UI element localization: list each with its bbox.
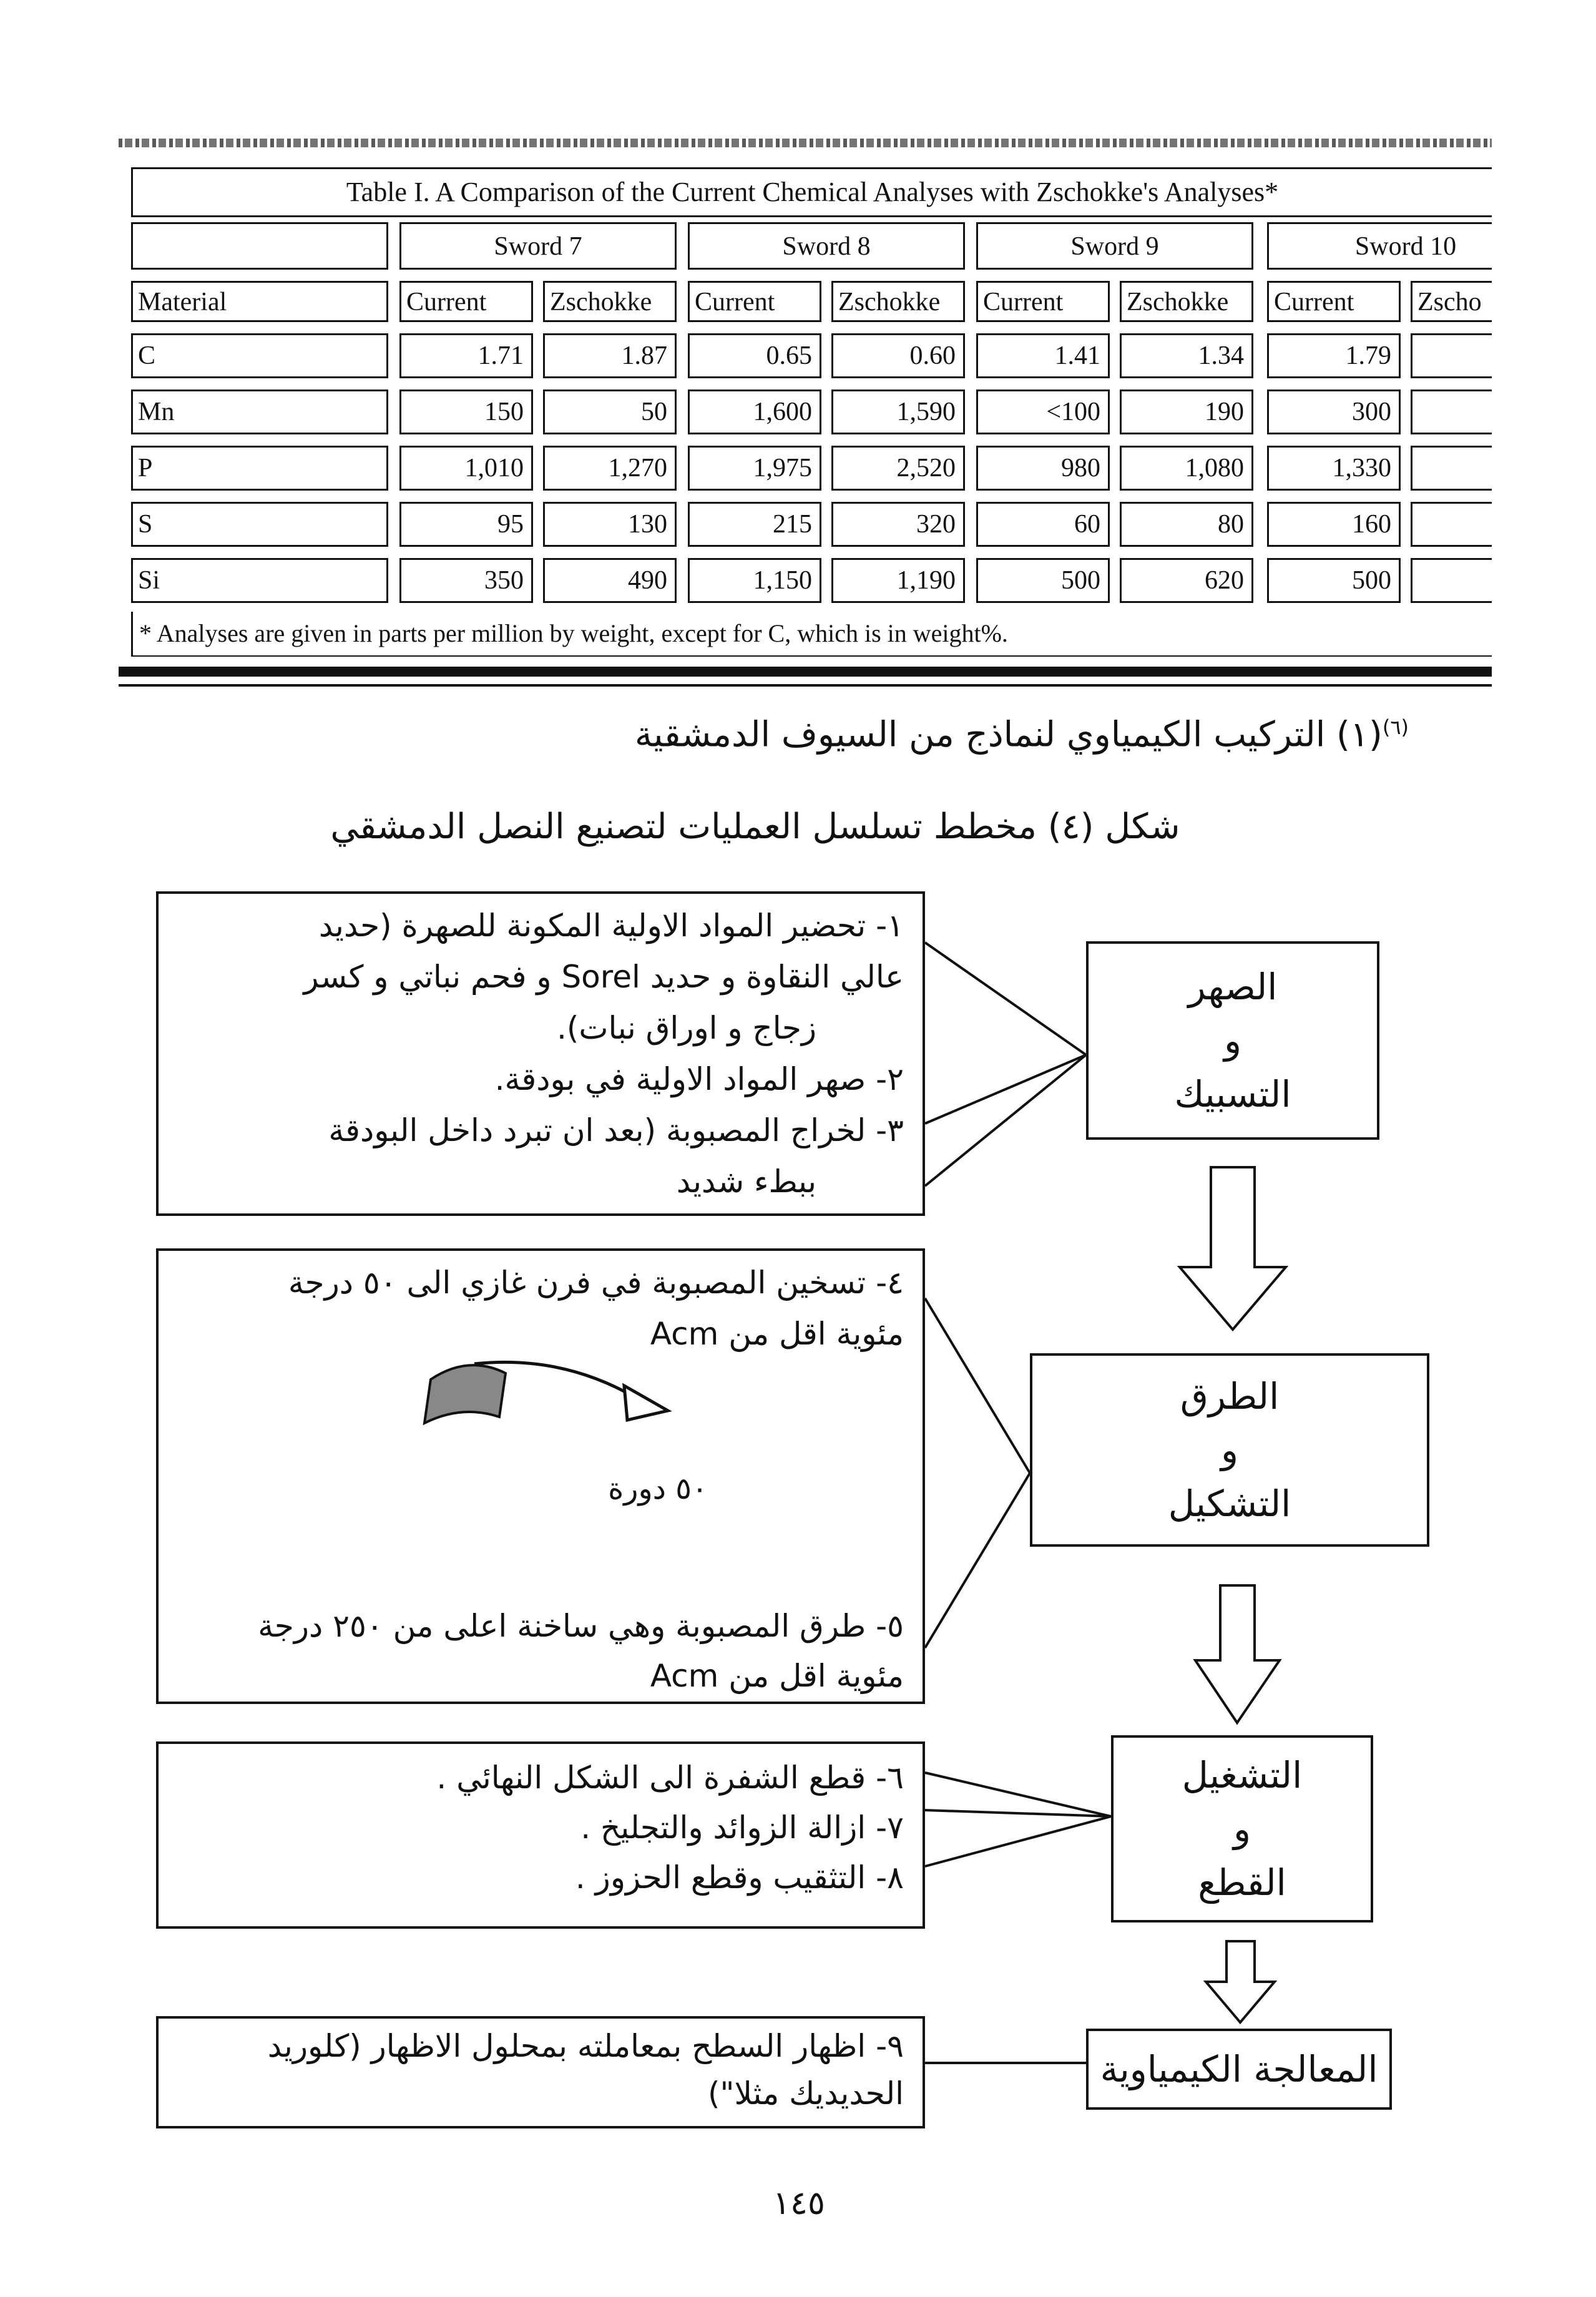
value-cell: 500 bbox=[976, 558, 1110, 603]
col-zschokke: Zschokke bbox=[831, 281, 965, 322]
group-header-sword-8: Sword 8 bbox=[688, 222, 965, 270]
group-header-sword-7: Sword 7 bbox=[399, 222, 677, 270]
step-line: ١- تحضير المواد الاولية المكونة للصهرة (حديد bbox=[318, 908, 904, 944]
step-line: عالي النقاوة و حديد Sorel و فحم نباتي و كسر bbox=[303, 959, 904, 995]
value-cell: 1,010 bbox=[399, 446, 533, 491]
value-cell: 500 bbox=[1267, 558, 1401, 603]
caption-reference: (٦) bbox=[1382, 715, 1409, 739]
connector-line bbox=[925, 1816, 1111, 1866]
stage-box-chemical-treatment bbox=[1086, 2029, 1392, 2110]
down-arrow-icon bbox=[1195, 1585, 1280, 1723]
step-line: زجاج و اوراق نبات). bbox=[557, 1010, 816, 1046]
stage-label: و bbox=[1224, 1019, 1242, 1062]
stage-label: الصهر bbox=[1188, 966, 1278, 1008]
table-title: Table I. A Comparison of the Current Chemical Analyses with Zschokke's Analyses* bbox=[131, 167, 1492, 217]
value-cell: 1,590 bbox=[831, 389, 965, 434]
element-label: C bbox=[131, 333, 388, 378]
value-cell: 95 bbox=[399, 502, 533, 547]
value-cell: 1,270 bbox=[543, 446, 677, 491]
group-header-sword-10: Sword 10 bbox=[1267, 222, 1492, 270]
stage-label: التسبيك bbox=[1174, 1073, 1291, 1115]
step-box-3 bbox=[156, 1741, 925, 1929]
step-line: ٢- صهر المواد الاولية في بودقة. bbox=[494, 1061, 904, 1097]
element-label: Mn bbox=[131, 389, 388, 434]
value-cell: 350 bbox=[399, 558, 533, 603]
step-line: مئوية اقل من Acm bbox=[650, 1658, 904, 1694]
value-cell: 300 bbox=[1267, 389, 1401, 434]
value-cell: <100 bbox=[976, 389, 1110, 434]
value-cell: 1,330 bbox=[1267, 446, 1401, 491]
stage-label: المعالجة الكيمياوية bbox=[1100, 2048, 1378, 2090]
stage-label: و bbox=[1233, 1808, 1251, 1850]
step-line: ٧- ازالة الزوائد والتجليخ . bbox=[580, 1810, 904, 1846]
value-cell: 2,520 bbox=[831, 446, 965, 491]
value-cell: 0.65 bbox=[688, 333, 821, 378]
value-cell: 80 bbox=[1120, 502, 1253, 547]
connector-line bbox=[925, 1055, 1086, 1186]
step-line: ٦- قطع الشفرة الى الشكل النهائي . bbox=[436, 1760, 904, 1796]
value-cell: 1.41 bbox=[976, 333, 1110, 378]
element-label: P bbox=[131, 446, 388, 491]
value-cell: 1,190 bbox=[831, 558, 965, 603]
value-cell: 1.87 bbox=[543, 333, 677, 378]
stage-box-machining-cutting bbox=[1111, 1735, 1373, 1922]
step-line: الحديديك مثلا") bbox=[708, 2075, 904, 2112]
value-cell: 215 bbox=[688, 502, 821, 547]
step-line: مئوية اقل من Acm bbox=[650, 1316, 904, 1352]
col-zschokke-partial: Zscho bbox=[1411, 281, 1492, 322]
col-zschokke: Zschokke bbox=[1120, 281, 1253, 322]
value-cell: 1,150 bbox=[688, 558, 821, 603]
cycles-label: ٥٠ دورة bbox=[608, 1471, 708, 1506]
value-cell: 1,080 bbox=[1120, 446, 1253, 491]
value-cell: 1.71 bbox=[399, 333, 533, 378]
value-cell: 160 bbox=[1267, 502, 1401, 547]
value-cell: 1,975 bbox=[688, 446, 821, 491]
stage-label: و bbox=[1221, 1429, 1239, 1471]
step-line: ٩- اظهار السطح بمعاملته بمحلول الاظهار (كلوريد bbox=[267, 2028, 904, 2064]
step-box-2 bbox=[156, 1248, 925, 1704]
col-current: Current bbox=[1267, 281, 1401, 322]
stage-label: التشكيل bbox=[1168, 1482, 1291, 1525]
down-arrow-icon bbox=[1180, 1167, 1286, 1330]
value-cell: 1.79 bbox=[1267, 333, 1401, 378]
value-cell: 0.60 bbox=[831, 333, 965, 378]
step-box-1 bbox=[156, 891, 925, 1216]
step-line: ٨- التثقيب وقطع الحزوز . bbox=[575, 1859, 904, 1896]
stage-box-smelting-casting bbox=[1086, 941, 1379, 1140]
value-cell: 980 bbox=[976, 446, 1110, 491]
connector-line bbox=[925, 943, 1086, 1055]
element-label: S bbox=[131, 502, 388, 547]
value-cell: 150 bbox=[399, 389, 533, 434]
col-current: Current bbox=[399, 281, 533, 322]
value-cell: 60 bbox=[976, 502, 1110, 547]
col-current: Current bbox=[688, 281, 821, 322]
value-cell: 490 bbox=[543, 558, 677, 603]
col-current: Current bbox=[976, 281, 1110, 322]
connector-line bbox=[925, 1473, 1030, 1648]
value-cell: 1.34 bbox=[1120, 333, 1253, 378]
table-footnote: * Analyses are given in parts per million by weight, except for C, which is in weight%. bbox=[131, 612, 1492, 657]
stage-label: الطرق bbox=[1180, 1375, 1280, 1418]
step-line: ببطء شديد bbox=[676, 1163, 816, 1200]
element-label: Si bbox=[131, 558, 388, 603]
figure-title: شكل (٤) مخطط تسلسل العمليات لتصنيع النصل الدمشقي bbox=[330, 806, 1180, 847]
material-header: Material bbox=[131, 281, 388, 322]
value-cell: 130 bbox=[543, 502, 677, 547]
step-line: ٣- لخراج المصبوبة (بعد ان تبرد داخل البودقة bbox=[328, 1112, 904, 1148]
step-box-4 bbox=[156, 2016, 925, 2128]
stage-box-forging-shaping bbox=[1030, 1353, 1429, 1547]
group-header-sword-9: Sword 9 bbox=[976, 222, 1253, 270]
down-arrow-icon bbox=[1206, 1941, 1275, 2022]
stage-label: التشغيل bbox=[1182, 1754, 1303, 1796]
value-cell: 320 bbox=[831, 502, 965, 547]
step-line: ٤- تسخين المصبوبة في فرن غازي الى ٥٠ درجة bbox=[288, 1265, 904, 1301]
caption-text: (١) التركيب الكيمياوي لنماذج من السيوف الدمشقية bbox=[634, 714, 1383, 755]
stage-label: القطع bbox=[1198, 1861, 1286, 1904]
page-number: ١٤٥ bbox=[773, 2185, 825, 2222]
value-cell: 190 bbox=[1120, 389, 1253, 434]
value-cell: 1,600 bbox=[688, 389, 821, 434]
connector-line bbox=[925, 1055, 1086, 1124]
connector-line bbox=[925, 1298, 1030, 1473]
value-cell: 620 bbox=[1120, 558, 1253, 603]
value-cell: 50 bbox=[543, 389, 677, 434]
col-zschokke: Zschokke bbox=[543, 281, 677, 322]
step-line: ٥- طرق المصبوبة وهي ساخنة اعلى من ٢٥٠ درجة bbox=[258, 1608, 904, 1644]
